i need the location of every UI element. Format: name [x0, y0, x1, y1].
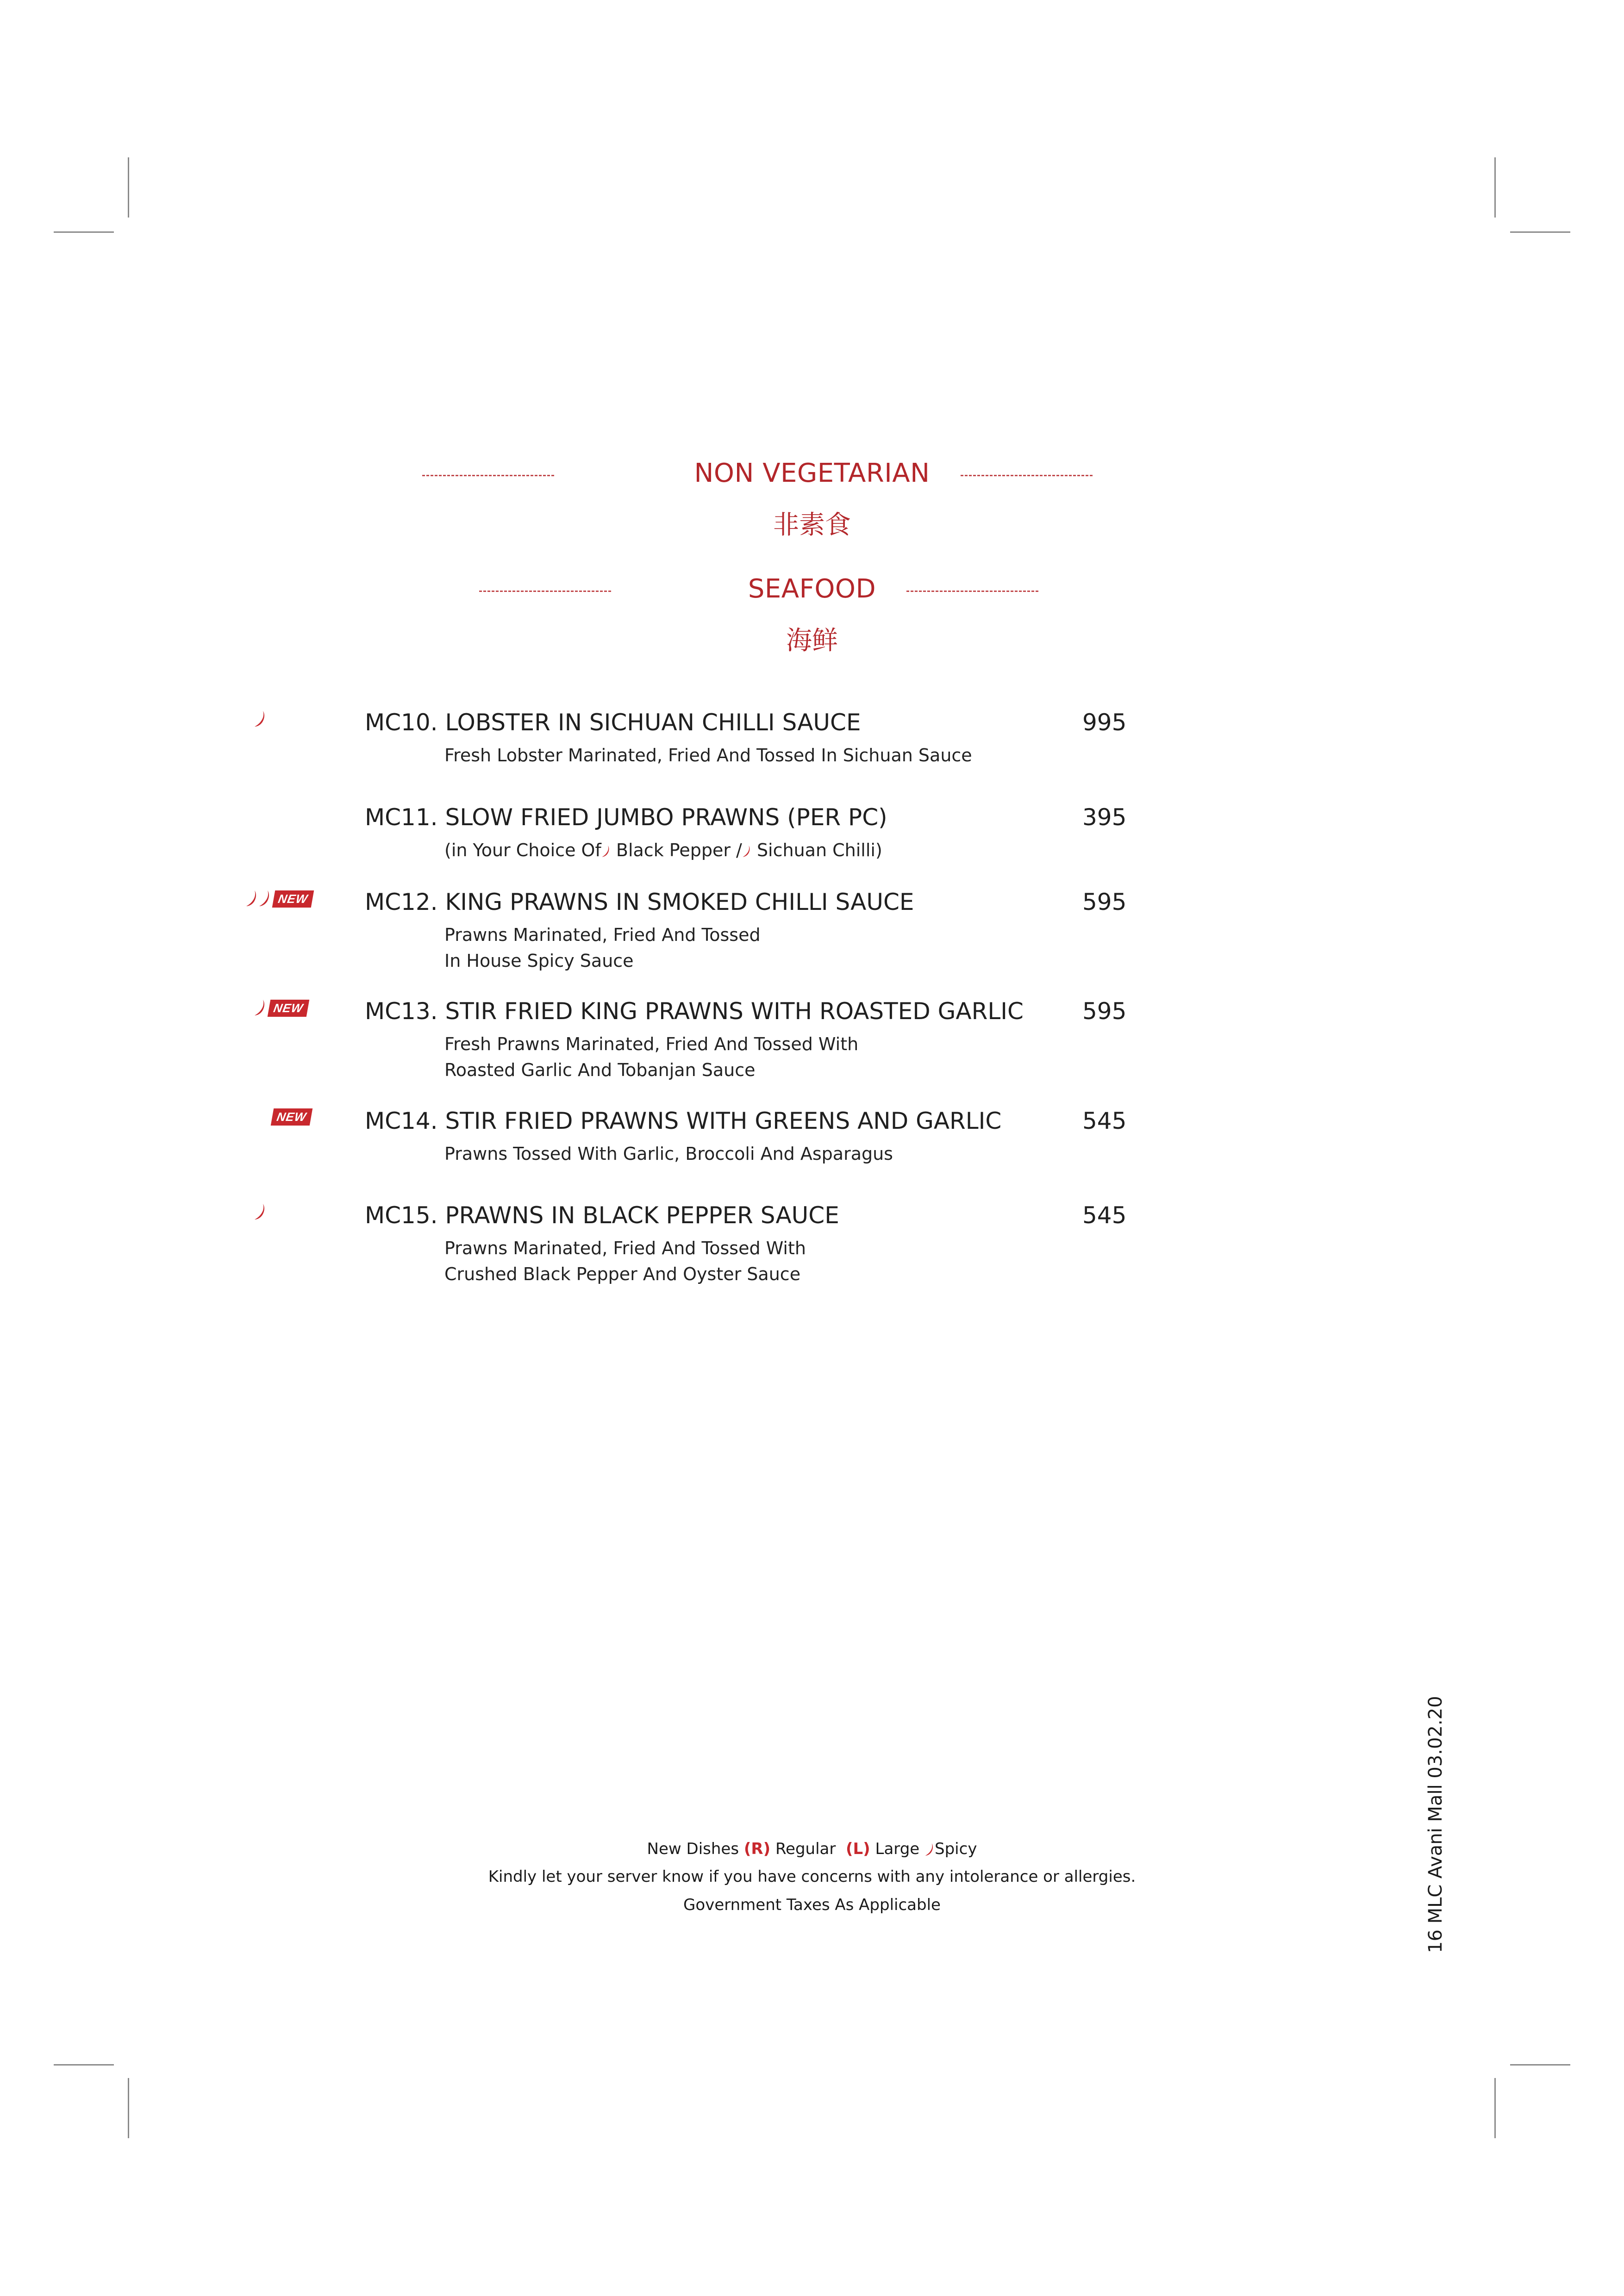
- chili-icon: [245, 890, 258, 908]
- chili-icon: [254, 710, 267, 728]
- item-price: 545: [1082, 1108, 1127, 1134]
- item-description: Prawns Tossed With Garlic, Broccoli And Asparagus: [444, 1144, 893, 1164]
- large-marker: (L): [845, 1840, 870, 1858]
- tax-note: Government Taxes As Applicable: [683, 1896, 941, 1914]
- item-markers: [272, 1108, 311, 1136]
- item-markers: [254, 999, 308, 1027]
- item-name: MC13. STIR FRIED KING PRAWNS WITH ROASTED GARLIC: [365, 998, 1024, 1025]
- regular-marker: (R): [743, 1840, 771, 1858]
- item-description: Fresh Lobster Marinated, Fried And Tossed In Sichuan Sauce: [444, 745, 972, 765]
- crop-mark: [128, 157, 129, 218]
- item-name: MC10. LOBSTER IN SICHUAN CHILLI SAUCE: [365, 709, 861, 736]
- chili-icon: [924, 1842, 935, 1857]
- allergy-note: Kindly let your server know if you have concerns with any intolerance or allergies.: [488, 1867, 1136, 1886]
- chili-icon: [254, 1203, 267, 1221]
- new-badge: NEW: [268, 1000, 309, 1017]
- legend: New Dishes (R) Regular (L) Large Spicy: [647, 1840, 977, 1858]
- item-markers: [254, 710, 267, 738]
- item-markers: [254, 1203, 267, 1231]
- subsection-title-cn: 海鲜: [786, 626, 838, 656]
- crop-mark: [54, 2064, 114, 2066]
- chili-icon: [254, 999, 267, 1017]
- item-name: MC11. SLOW FRIED JUMBO PRAWNS (PER PC): [365, 804, 887, 831]
- crop-mark: [1494, 157, 1496, 218]
- section-title: NON VEGETARIAN: [694, 458, 930, 488]
- item-description: Fresh Prawns Marinated, Fried And Tossed With Roasted Garlic And Tobanjan Sauce: [444, 1034, 859, 1080]
- item-name: MC12. KING PRAWNS IN SMOKED CHILLI SAUCE: [365, 889, 914, 915]
- new-badge: NEW: [272, 890, 314, 908]
- item-name: MC15. PRAWNS IN BLACK PEPPER SAUCE: [365, 1202, 839, 1229]
- item-name: MC14. STIR FRIED PRAWNS WITH GREENS AND GARLIC: [365, 1108, 1002, 1134]
- new-badge: NEW: [271, 1108, 312, 1126]
- item-description: Prawns Marinated, Fried And Tossed In House Spicy Sauce: [444, 925, 761, 971]
- item-description: (in Your Choice Of Black Pepper / Sichuan Chilli): [444, 840, 882, 860]
- section-title-cn: 非素食: [773, 510, 851, 540]
- crop-mark: [1510, 231, 1570, 233]
- item-price: 595: [1082, 998, 1127, 1025]
- item-price: 395: [1082, 804, 1127, 831]
- crop-mark: [54, 231, 114, 233]
- header-divider: [906, 591, 1038, 592]
- chili-icon: [258, 890, 271, 908]
- crop-mark: [1494, 2078, 1496, 2138]
- chili-icon: [742, 845, 751, 859]
- crop-mark: [128, 2078, 129, 2138]
- page-footer-code: 16 MLC Avani Mall 03.02.20: [1425, 1696, 1446, 1953]
- chili-icon: [601, 845, 611, 859]
- item-description: Prawns Marinated, Fried And Tossed With Crushed Black Pepper And Oyster Sauce: [444, 1238, 806, 1284]
- item-price: 545: [1082, 1202, 1127, 1229]
- item-markers: [245, 890, 312, 917]
- item-price: 595: [1082, 889, 1127, 915]
- subsection-title: SEAFOOD: [748, 574, 876, 604]
- crop-mark: [1510, 2064, 1570, 2066]
- item-price: 995: [1082, 709, 1127, 736]
- header-divider: [961, 475, 1093, 476]
